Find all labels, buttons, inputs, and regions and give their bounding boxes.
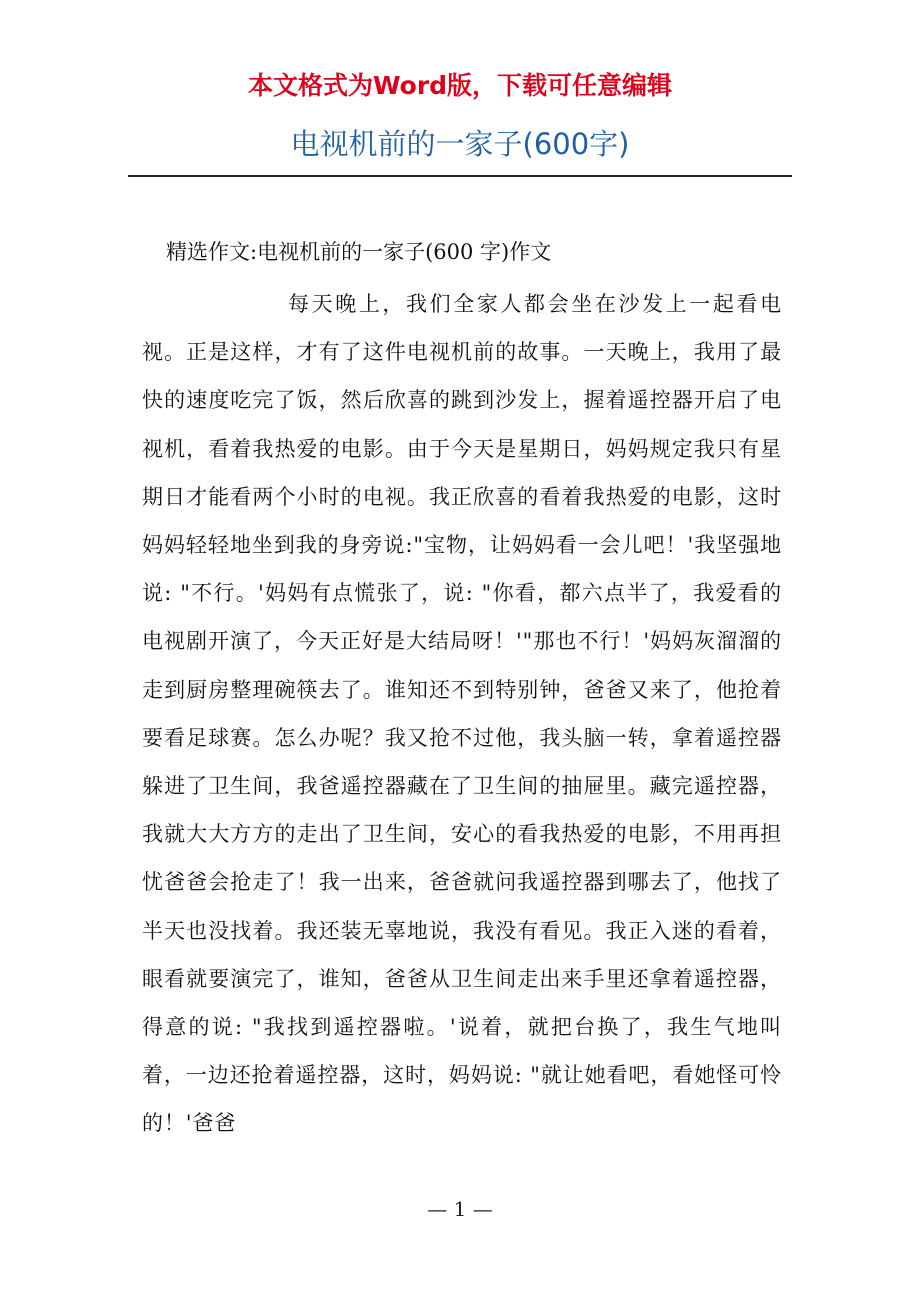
article-body: 每天晚上，我们全家人都会坐在沙发上一起看电视。正是这样，才有了这件电视机前的故事。一天晚上，我用了最快的速度吃完了饭，然后欣喜的跳到沙发上，握着遥控器开启了电视机，看着我热爱的电影。由于今天是星期日，妈妈规定我只有星期日才能看两个小时的电视。我正欣喜的看着我热爱的电影，这时妈妈轻轻地坐到我的身旁说:"宝物，让妈妈看一会儿吧！'我坚强地说: "不行。'妈妈有点慌张了，说: "你看，都六点半了，我爱看的电视剧开演了，今天正好是大结局呀！'"那也不行！'妈妈灰溜溜的走到厨房整理碗筷去了。谁知还不到特别钟，爸爸又来了，他抢着要看足球赛。怎么办呢？我又抢不过他，我头脑一转，拿着遥控器躲进了卫生间，我爸遥控器藏在了卫生间的抽屉里。藏完遥控器，我就大大方方的走出了卫生间，安心的看我热爱的电影，不用再担忧爸爸会抢走了！我一出来，爸爸就问我遥控器到哪去了，他找了半天也没找着。我还装无辜地说，我没有看见。我正入迷的看着，眼看就要演完了，谁知，爸爸从卫生间走出来手里还拿着遥控器，得意的说: "我找到遥控器啦。'说着，就把台换了，我生气地叫着，一边还抢着遥控器，这时，妈妈说: "就让她看吧，看她怪可怜的！'爸爸 (142, 292, 782, 1136)
title-divider (128, 175, 792, 177)
document-title: 电视机前的一家子(600字) (290, 127, 630, 161)
page-number: — 1 — (427, 1197, 493, 1221)
article-lead: 精选作文:电视机前的一家子(600 字)作文 (166, 240, 552, 264)
format-notice: 本文格式为Word版，下载可任意编辑 (247, 71, 673, 100)
